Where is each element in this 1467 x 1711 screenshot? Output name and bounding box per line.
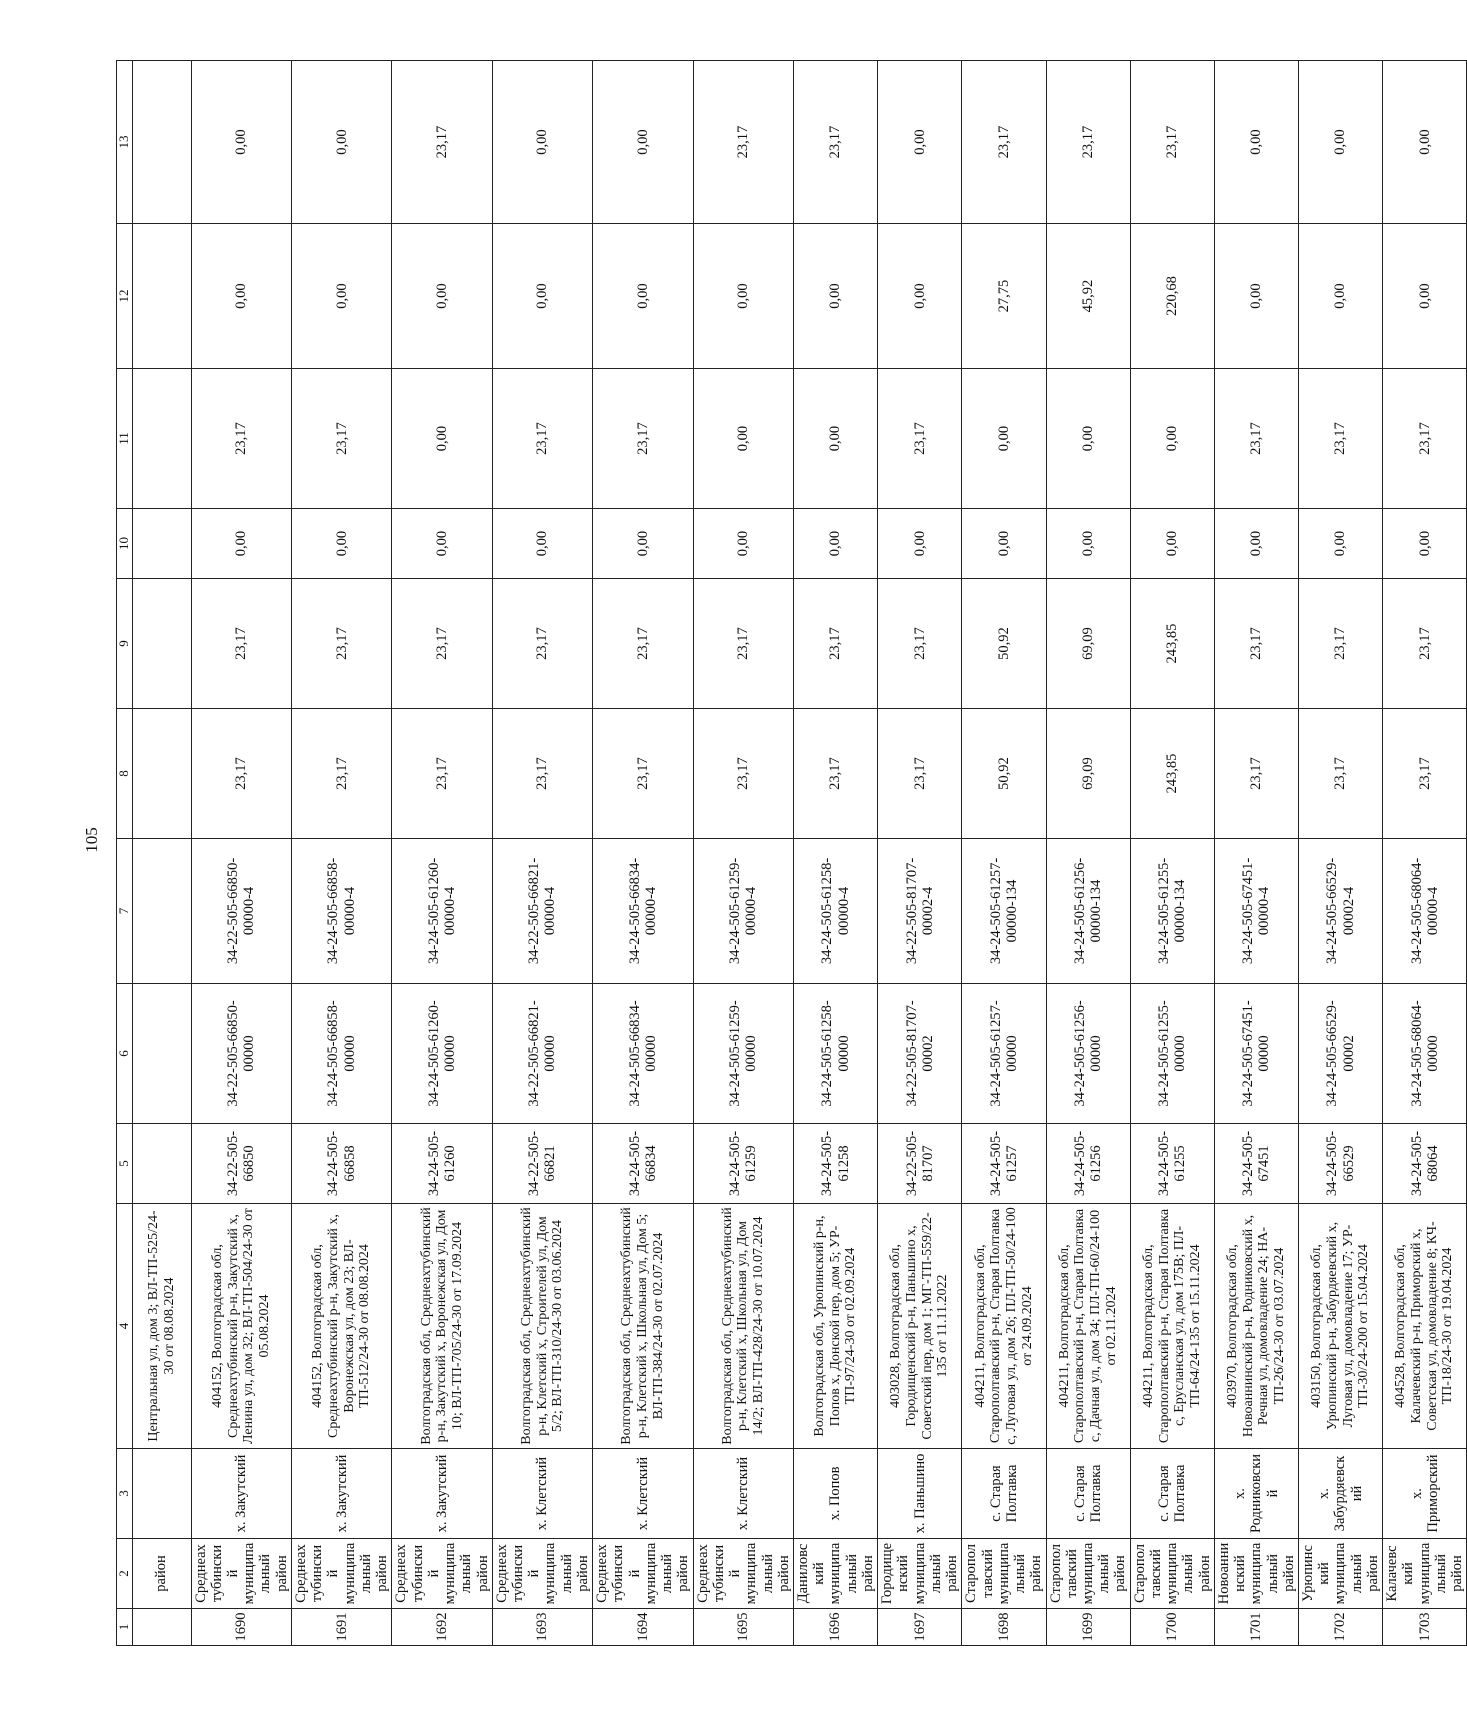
table-row xyxy=(878,61,962,1646)
value-cell: 0,00 xyxy=(291,61,391,224)
table-row xyxy=(793,61,877,1646)
code-full-cell: 34-24-505-66834-00000 xyxy=(593,984,693,1124)
code-cell: 34-24-505-66529 xyxy=(1299,1124,1383,1204)
code-ext-cell: 34-22-505-81707-00002-4 xyxy=(878,839,962,984)
code-ext-cell: 34-24-505-66858-00000-4 xyxy=(291,839,391,984)
value-cell: 0,00 xyxy=(1299,509,1383,579)
settlement-cell: х. Закутский xyxy=(392,1449,492,1539)
settlement-cell: с. Старая Полтавка xyxy=(1130,1449,1214,1539)
value-cell: 0,00 xyxy=(191,509,291,579)
code-full-cell: 34-24-505-66529-00002 xyxy=(1299,984,1383,1124)
settlement-cell: с. Старая Полтавка xyxy=(962,1449,1046,1539)
value-cell: 0,00 xyxy=(1130,369,1214,509)
continuation-cell xyxy=(132,509,191,579)
value-cell: 0,00 xyxy=(793,224,877,369)
code-cell: 34-24-505-61258 xyxy=(793,1124,877,1204)
value-cell: 23,17 xyxy=(191,709,291,839)
row-number: 1702 xyxy=(1299,1609,1383,1646)
row-number: 1696 xyxy=(793,1609,877,1646)
code-cell: 34-24-505-61257 xyxy=(962,1124,1046,1204)
value-cell: 23,17 xyxy=(1383,709,1467,839)
address-cell: 404211, Волгоградская обл, Старополтавский р-н, Старая Полтавка с, Дачная ул, дом 34; ПЛ-ТП-60/24-100 от 02.11.2024 xyxy=(1046,1204,1130,1449)
address-cell: 404211, Волгоградская обл, Старополтавский р-н, Старая Полтавка с, Луговая ул, дом 26; ПЛ-ТП-50/24-100 от 24.09.2024 xyxy=(962,1204,1046,1449)
continuation-cell xyxy=(132,1124,191,1204)
table-row xyxy=(392,61,492,1646)
table-row xyxy=(1214,61,1298,1646)
value-cell: 0,00 xyxy=(793,509,877,579)
settlement-cell: х. Клетский xyxy=(593,1449,693,1539)
code-cell: 34-24-505-61255 xyxy=(1130,1124,1214,1204)
code-ext-cell: 34-24-505-68064-00000-4 xyxy=(1383,839,1467,984)
rotated-table-container xyxy=(116,61,1466,1646)
value-cell: 23,17 xyxy=(291,369,391,509)
district-cell: Городищенский муниципальный район xyxy=(878,1539,962,1609)
row-number: 1695 xyxy=(693,1609,793,1646)
value-cell: 0,00 xyxy=(492,509,592,579)
value-cell: 50,92 xyxy=(962,579,1046,709)
continuation-cell xyxy=(132,1609,191,1646)
address-cell: 403150, Волгоградская обл, Урюпинский р-н, Забурдяевский х, Луговая ул, домовладение 17; УР-ТП-30/24-200 от 15.04.2024 xyxy=(1299,1204,1383,1449)
code-cell: 34-24-505-68064 xyxy=(1383,1124,1467,1204)
code-full-cell: 34-24-505-67451-00000 xyxy=(1214,984,1298,1124)
address-cell: 404152, Волгоградская обл, Среднеахтубинский р-н, Закутский х, Воронежская ул, дом 23; ВЛ-ТП-512/24-30 от 08.08.2024 xyxy=(291,1204,391,1449)
value-cell: 0,00 xyxy=(191,224,291,369)
code-cell: 34-22-505-81707 xyxy=(878,1124,962,1204)
settlement-cell: с. Старая Полтавка xyxy=(1046,1449,1130,1539)
row-number: 1693 xyxy=(492,1609,592,1646)
district-cell: Старополтавский муниципальный район xyxy=(962,1539,1046,1609)
table-row xyxy=(593,61,693,1646)
value-cell: 23,17 xyxy=(1214,709,1298,839)
code-ext-cell: 34-24-505-66834-00000-4 xyxy=(593,839,693,984)
value-cell: 0,00 xyxy=(693,509,793,579)
code-ext-cell: 34-24-505-61257-00000-134 xyxy=(962,839,1046,984)
column-number: 11 xyxy=(117,369,133,509)
code-cell: 34-22-505-66850 xyxy=(191,1124,291,1204)
value-cell: 27,75 xyxy=(962,224,1046,369)
column-number: 6 xyxy=(117,984,133,1124)
code-cell: 34-24-505-66834 xyxy=(593,1124,693,1204)
value-cell: 23,17 xyxy=(492,709,592,839)
district-cell: Урюпинский муниципальный район xyxy=(1299,1539,1383,1609)
value-cell: 23,17 xyxy=(693,709,793,839)
address-cell: Волгоградская обл, Среднеахтубинский р-н, Клетский х, Строителей ул, Дом 5/2; ВЛ-ТП-310/24-30 от 03.06.2024 xyxy=(492,1204,592,1449)
row-number: 1697 xyxy=(878,1609,962,1646)
value-cell: 0,00 xyxy=(392,224,492,369)
value-cell: 23,17 xyxy=(392,61,492,224)
settlement-cell: х. Клетский xyxy=(693,1449,793,1539)
code-full-cell: 34-22-505-81707-00002 xyxy=(878,984,962,1124)
address-cell: Волгоградская обл, Среднеахтубинский р-н, Клетский х, Школьная ул, Дом 5; ВЛ-ТП-384/24-30 от 02.07.2024 xyxy=(593,1204,693,1449)
district-cell: Даниловский муниципальный район xyxy=(793,1539,877,1609)
value-cell: 23,17 xyxy=(878,709,962,839)
value-cell: 0,00 xyxy=(1046,369,1130,509)
code-full-cell: 34-24-505-66858-00000 xyxy=(291,984,391,1124)
value-cell: 0,00 xyxy=(1383,61,1467,224)
value-cell: 23,17 xyxy=(1214,369,1298,509)
district-cell: Старополтавский муниципальный район xyxy=(1046,1539,1130,1609)
code-ext-cell: 34-22-505-66850-00000-4 xyxy=(191,839,291,984)
value-cell: 23,17 xyxy=(593,579,693,709)
value-cell: 0,00 xyxy=(962,369,1046,509)
value-cell: 23,17 xyxy=(492,579,592,709)
value-cell: 0,00 xyxy=(693,224,793,369)
row-number: 1701 xyxy=(1214,1609,1298,1646)
value-cell: 0,00 xyxy=(191,61,291,224)
code-full-cell: 34-22-505-66850-00000 xyxy=(191,984,291,1124)
settlement-cell: х. Приморский xyxy=(1383,1449,1467,1539)
code-full-cell: 34-24-505-68064-00000 xyxy=(1383,984,1467,1124)
value-cell: 23,17 xyxy=(1214,579,1298,709)
row-number: 1692 xyxy=(392,1609,492,1646)
district-cell: Калачевский муниципальный район xyxy=(1383,1539,1467,1609)
value-cell: 0,00 xyxy=(593,224,693,369)
column-number: 12 xyxy=(117,224,133,369)
table-row xyxy=(291,61,391,1646)
code-full-cell: 34-24-505-61258-00000 xyxy=(793,984,877,1124)
table-row xyxy=(191,61,291,1646)
continuation-cell xyxy=(132,579,191,709)
district-cell: Среднеахтубинский муниципальный район xyxy=(191,1539,291,1609)
row-number: 1698 xyxy=(962,1609,1046,1646)
value-cell: 0,00 xyxy=(1046,509,1130,579)
page-number: 105 xyxy=(82,827,101,853)
value-cell: 23,17 xyxy=(1299,709,1383,839)
value-cell: 243,85 xyxy=(1130,709,1214,839)
value-cell: 0,00 xyxy=(291,509,391,579)
column-number: 13 xyxy=(117,61,133,224)
value-cell: 0,00 xyxy=(1299,224,1383,369)
value-cell: 0,00 xyxy=(1214,61,1298,224)
column-number: 5 xyxy=(117,1124,133,1204)
table-row xyxy=(1383,61,1467,1646)
settlement-cell: х. Закутский xyxy=(191,1449,291,1539)
continuation-cell xyxy=(132,984,191,1124)
value-cell: 0,00 xyxy=(392,509,492,579)
table-row xyxy=(492,61,592,1646)
column-number: 3 xyxy=(117,1449,133,1539)
value-cell: 23,17 xyxy=(593,369,693,509)
value-cell: 23,17 xyxy=(1299,369,1383,509)
value-cell: 0,00 xyxy=(492,61,592,224)
code-full-cell: 34-24-505-61255-00000 xyxy=(1130,984,1214,1124)
column-number-row xyxy=(117,61,133,1646)
district-cell: Среднеахтубинский муниципальный район xyxy=(593,1539,693,1609)
value-cell: 23,17 xyxy=(593,709,693,839)
code-full-cell: 34-24-505-61256-00000 xyxy=(1046,984,1130,1124)
district-cell: Среднеахтубинский муниципальный район xyxy=(492,1539,592,1609)
table-row xyxy=(693,61,793,1646)
value-cell: 23,17 xyxy=(793,61,877,224)
value-cell: 23,17 xyxy=(693,579,793,709)
continuation-cell xyxy=(132,709,191,839)
continuation-cell xyxy=(132,224,191,369)
value-cell: 69,09 xyxy=(1046,709,1130,839)
address-cell: 404211, Волгоградская обл, Старополтавский р-н, Старая Полтавка с, Ерусланская ул, дом 175В; ПЛ-ТП-64/24-135 от 15.11.2024 xyxy=(1130,1204,1214,1449)
value-cell: 23,17 xyxy=(1130,61,1214,224)
value-cell: 0,00 xyxy=(878,61,962,224)
code-cell: 34-24-505-66858 xyxy=(291,1124,391,1204)
code-cell: 34-24-505-61260 xyxy=(392,1124,492,1204)
address-cell: Волгоградская обл, Среднеахтубинский р-н, Клетский х, Школьная ул, Дом 14/2; ВЛ-ТП-428/24-30 от 10.07.2024 xyxy=(693,1204,793,1449)
settlement-cell: х. Клетский xyxy=(492,1449,592,1539)
code-cell: 34-24-505-67451 xyxy=(1214,1124,1298,1204)
row-number: 1690 xyxy=(191,1609,291,1646)
code-ext-cell: 34-24-505-61258-00000-4 xyxy=(793,839,877,984)
continuation-address: Центральная ул, дом 3; ВЛ-ТП-525/24-30 от 08.08.2024 xyxy=(132,1204,191,1449)
value-cell: 23,17 xyxy=(1299,579,1383,709)
value-cell: 0,00 xyxy=(593,509,693,579)
column-number: 8 xyxy=(117,709,133,839)
code-full-cell: 34-24-505-61259-00000 xyxy=(693,984,793,1124)
code-ext-cell: 34-24-505-67451-00000-4 xyxy=(1214,839,1298,984)
code-cell: 34-24-505-61256 xyxy=(1046,1124,1130,1204)
district-cell: Среднеахтубинский муниципальный район xyxy=(291,1539,391,1609)
value-cell: 23,17 xyxy=(693,61,793,224)
district-cell: Новоаннинский муниципальный район xyxy=(1214,1539,1298,1609)
address-cell: 403970, Волгоградская обл, Новоаннинский р-н, Родниковский х, Речная ул, домовладение 24; НА-ТП-26/24-30 от 03.07.2024 xyxy=(1214,1204,1298,1449)
table-row xyxy=(1046,61,1130,1646)
address-cell: Волгоградская обл, Среднеахтубинский р-н, Закутский х, Воронежская ул, Дом 10; ВЛ-ТП-705/24-30 от 17.09.2024 xyxy=(392,1204,492,1449)
code-full-cell: 34-24-505-61260-00000 xyxy=(392,984,492,1124)
code-ext-cell: 34-24-505-61255-00000-134 xyxy=(1130,839,1214,984)
code-ext-cell: 34-24-505-61260-00000-4 xyxy=(392,839,492,984)
code-ext-cell: 34-24-505-61256-00000-134 xyxy=(1046,839,1130,984)
value-cell: 69,09 xyxy=(1046,579,1130,709)
continuation-cell xyxy=(132,1449,191,1539)
value-cell: 23,17 xyxy=(191,579,291,709)
code-ext-cell: 34-24-505-66529-00002-4 xyxy=(1299,839,1383,984)
address-cell: 403028, Волгоградская обл, Городищенский р-н, Паньшино х, Советский пер, дом 1; МГ-ТП-559/22-135 от 11.11.2022 xyxy=(878,1204,962,1449)
settlement-cell: х. Паньшино xyxy=(878,1449,962,1539)
value-cell: 23,17 xyxy=(492,369,592,509)
continuation-cell xyxy=(132,839,191,984)
value-cell: 243,85 xyxy=(1130,579,1214,709)
district-cell: Среднеахтубинский муниципальный район xyxy=(392,1539,492,1609)
continuation-row xyxy=(132,61,191,1646)
value-cell: 0,00 xyxy=(492,224,592,369)
row-number: 1694 xyxy=(593,1609,693,1646)
settlement-cell: х. Закутский xyxy=(291,1449,391,1539)
column-number: 4 xyxy=(117,1204,133,1449)
table-row xyxy=(962,61,1046,1646)
value-cell: 0,00 xyxy=(1130,509,1214,579)
value-cell: 23,17 xyxy=(392,579,492,709)
continuation-cell xyxy=(132,369,191,509)
value-cell: 23,17 xyxy=(878,369,962,509)
column-number: 7 xyxy=(117,839,133,984)
value-cell: 0,00 xyxy=(793,369,877,509)
settlement-cell: х. Родниковский xyxy=(1214,1449,1298,1539)
value-cell: 23,17 xyxy=(291,709,391,839)
value-cell: 23,17 xyxy=(291,579,391,709)
district-cell: Старополтавский муниципальный район xyxy=(1130,1539,1214,1609)
value-cell: 0,00 xyxy=(1214,224,1298,369)
district-cell: Среднеахтубинский муниципальный район xyxy=(693,1539,793,1609)
value-cell: 0,00 xyxy=(1383,509,1467,579)
column-number: 2 xyxy=(117,1539,133,1609)
value-cell: 0,00 xyxy=(1299,61,1383,224)
settlement-cell: х. Попов xyxy=(793,1449,877,1539)
value-cell: 23,17 xyxy=(793,579,877,709)
value-cell: 23,17 xyxy=(878,579,962,709)
code-ext-cell: 34-24-505-61259-00000-4 xyxy=(693,839,793,984)
value-cell: 0,00 xyxy=(878,224,962,369)
value-cell: 23,17 xyxy=(1046,61,1130,224)
value-cell: 23,17 xyxy=(962,61,1046,224)
value-cell: 0,00 xyxy=(1214,509,1298,579)
code-full-cell: 34-22-505-66821-00000 xyxy=(492,984,592,1124)
address-cell: Волгоградская обл, Урюпинский р-н, Попов х, Донской пер, дом 5; УР-ТП-97/24-30 от 02.09.2024 xyxy=(793,1204,877,1449)
row-number: 1699 xyxy=(1046,1609,1130,1646)
row-number: 1703 xyxy=(1383,1609,1467,1646)
value-cell: 23,17 xyxy=(392,709,492,839)
value-cell: 0,00 xyxy=(693,369,793,509)
table-row xyxy=(1130,61,1214,1646)
value-cell: 0,00 xyxy=(593,61,693,224)
register-table xyxy=(116,60,1467,1646)
value-cell: 0,00 xyxy=(1383,224,1467,369)
value-cell: 23,17 xyxy=(1383,369,1467,509)
column-number: 10 xyxy=(117,509,133,579)
value-cell: 50,92 xyxy=(962,709,1046,839)
settlement-cell: х. Забурдяевский xyxy=(1299,1449,1383,1539)
value-cell: 0,00 xyxy=(962,509,1046,579)
value-cell: 0,00 xyxy=(392,369,492,509)
address-cell: 404152, Волгоградская обл, Среднеахтубинский р-н, Закутский х, Ленина ул, дом 32; ВЛ-ТП-504/24-30 от 05.08.2024 xyxy=(191,1204,291,1449)
row-number: 1691 xyxy=(291,1609,391,1646)
value-cell: 23,17 xyxy=(191,369,291,509)
table-row xyxy=(1299,61,1383,1646)
continuation-district: район xyxy=(132,1539,191,1609)
value-cell: 23,17 xyxy=(1383,579,1467,709)
row-number: 1700 xyxy=(1130,1609,1214,1646)
address-cell: 404528, Волгоградская обл, Калачевский р-н, Приморский х, Советская ул, домовладение 8; КЧ-ТП-18/24-30 от 19.04.2024 xyxy=(1383,1204,1467,1449)
value-cell: 0,00 xyxy=(878,509,962,579)
code-full-cell: 34-24-505-61257-00000 xyxy=(962,984,1046,1124)
value-cell: 220,68 xyxy=(1130,224,1214,369)
value-cell: 23,17 xyxy=(793,709,877,839)
code-ext-cell: 34-22-505-66821-00000-4 xyxy=(492,839,592,984)
code-cell: 34-24-505-61259 xyxy=(693,1124,793,1204)
continuation-cell xyxy=(132,61,191,224)
value-cell: 45,92 xyxy=(1046,224,1130,369)
column-number: 1 xyxy=(117,1609,133,1646)
value-cell: 0,00 xyxy=(291,224,391,369)
column-number: 9 xyxy=(117,579,133,709)
code-cell: 34-22-505-66821 xyxy=(492,1124,592,1204)
